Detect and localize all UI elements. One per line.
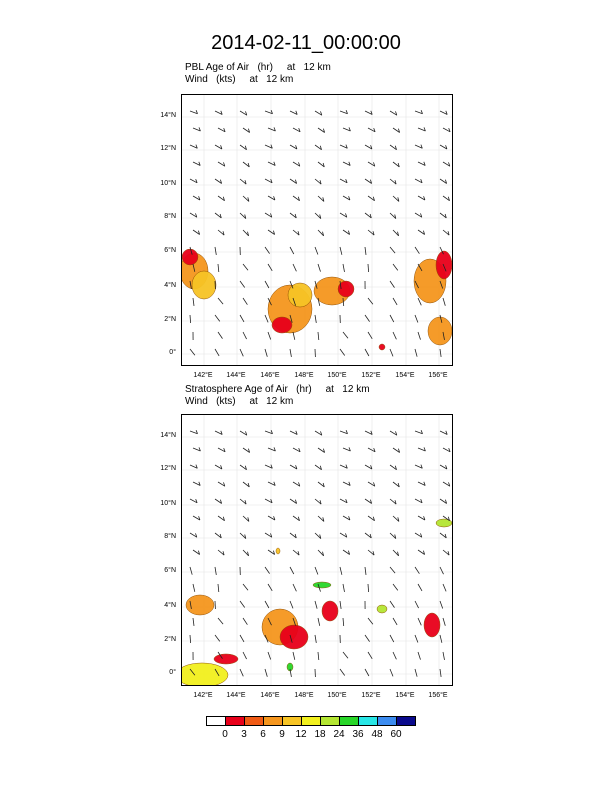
- stratosphere-age-map-canvas: [182, 415, 452, 685]
- lat-tick-label: 4°N: [164, 602, 176, 609]
- panel1-wind-label: Wind (kts) at 12 km: [185, 74, 294, 85]
- wind-barb: [218, 298, 223, 304]
- wind-barb: [418, 652, 421, 660]
- lat-tick-label: 2°N: [164, 316, 176, 323]
- wind-barb: [190, 315, 191, 323]
- lon-tick-label: 154°E: [395, 692, 415, 699]
- wind-barb: [240, 669, 243, 676]
- legend-swatch: [207, 717, 226, 725]
- wind-barb: [390, 281, 395, 288]
- wind-barb: [315, 635, 316, 643]
- wind-barb: [290, 247, 294, 254]
- wind-barb: [243, 264, 248, 270]
- legend-label: 48: [371, 729, 383, 740]
- wind-barb: [415, 349, 417, 357]
- wind-barb: [443, 652, 445, 660]
- wind-barb: [190, 635, 191, 643]
- wind-barb: [268, 584, 272, 591]
- wind-barb: [268, 332, 271, 340]
- wind-barb: [440, 601, 443, 609]
- legend-swatch: [283, 717, 302, 725]
- wind-barb: [443, 298, 445, 306]
- wind-barb: [190, 349, 195, 355]
- wind-barb: [365, 635, 370, 642]
- lon-tick-label: 154°E: [395, 372, 415, 379]
- wind-barb: [440, 635, 442, 643]
- map-title: 2014-02-11_00:00:00: [211, 32, 401, 54]
- legend-swatch: [264, 717, 283, 725]
- lat-tick-label: 14°N: [160, 112, 176, 119]
- wind-barb: [218, 332, 223, 339]
- wind-barb: [415, 635, 418, 643]
- wind-barb: [240, 349, 243, 356]
- strat-age-patch: [214, 654, 238, 664]
- wind-barb: [368, 332, 372, 339]
- wind-barb: [265, 669, 267, 677]
- wind-barb: [240, 281, 245, 288]
- wind-barb: [440, 567, 444, 574]
- wind-barb: [243, 584, 248, 590]
- wind-barb: [343, 652, 348, 658]
- lat-tick-label: 8°N: [164, 533, 176, 540]
- wind-barb: [218, 264, 219, 272]
- wind-barb: [318, 652, 319, 660]
- wind-barb: [365, 315, 370, 322]
- lat-tick-label: 0°: [169, 669, 176, 676]
- lon-tick-label: 144°E: [226, 372, 246, 379]
- wind-barb: [193, 298, 194, 306]
- wind-barb: [368, 652, 372, 659]
- wind-barb: [265, 247, 270, 254]
- lat-tick-label: 6°N: [164, 247, 176, 254]
- wind-barb: [343, 584, 345, 592]
- lon-tick-label: 146°E: [260, 692, 280, 699]
- wind-barb: [293, 652, 295, 660]
- wind-barb: [265, 567, 270, 574]
- pbl-age-map: [181, 94, 453, 366]
- lon-tick-label: 156°E: [428, 372, 448, 379]
- wind-barb: [215, 247, 216, 255]
- wind-barb: [343, 332, 348, 338]
- wind-barb: [415, 247, 419, 254]
- legend-swatch: [302, 717, 321, 725]
- color-legend-bar: [206, 716, 416, 726]
- wind-barb: [293, 584, 296, 591]
- wind-barb: [368, 584, 369, 592]
- wind-barb: [340, 247, 342, 255]
- wind-barb: [218, 618, 223, 624]
- wind-barb: [268, 652, 271, 660]
- wind-barb: [365, 669, 369, 676]
- wind-barb: [315, 315, 316, 323]
- wind-barb: [215, 567, 216, 575]
- wind-barb: [290, 349, 291, 357]
- lat-tick-label: 12°N: [160, 465, 176, 472]
- wind-barb: [415, 315, 418, 323]
- wind-barb: [343, 264, 345, 272]
- wind-barb: [393, 264, 398, 270]
- legend-swatch: [226, 717, 245, 725]
- wind-barb: [293, 332, 295, 340]
- pbl-age-patch: [272, 317, 292, 333]
- legend-label: 0: [222, 729, 228, 740]
- wind-barb: [190, 567, 192, 575]
- wind-barb: [365, 349, 369, 356]
- lon-tick-label: 156°E: [428, 692, 448, 699]
- wind-barb: [443, 618, 445, 626]
- lat-tick-label: 2°N: [164, 636, 176, 643]
- panel2-wind-label: Wind (kts) at 12 km: [185, 396, 294, 407]
- strat-age-patch: [322, 601, 338, 621]
- wind-barb: [218, 584, 219, 592]
- wind-barb: [215, 315, 220, 321]
- legend-swatch: [321, 717, 340, 725]
- wind-barb: [243, 618, 247, 625]
- legend-label: 3: [241, 729, 247, 740]
- panel1-field-label: PBL Age of Air (hr) at 12 km: [185, 62, 331, 73]
- wind-barb: [343, 618, 344, 626]
- wind-barb: [418, 618, 421, 625]
- lon-tick-label: 142°E: [193, 692, 213, 699]
- lat-tick-label: 8°N: [164, 213, 176, 220]
- wind-barb: [268, 264, 272, 271]
- lon-tick-label: 146°E: [260, 372, 280, 379]
- strat-age-patch: [182, 663, 228, 685]
- wind-barb: [315, 567, 318, 575]
- legend-label: 9: [279, 729, 285, 740]
- strat-age-patch: [280, 625, 308, 649]
- legend-label: 18: [314, 729, 326, 740]
- lat-tick-label: 10°N: [160, 180, 176, 187]
- pbl-age-patch: [192, 271, 216, 299]
- lon-tick-label: 152°E: [361, 692, 381, 699]
- wind-barb: [393, 584, 398, 590]
- pbl-age-patch: [428, 317, 452, 345]
- legend-swatch: [378, 717, 397, 725]
- wind-barb: [393, 298, 397, 305]
- wind-barb: [315, 247, 318, 255]
- legend-label: 12: [295, 729, 307, 740]
- lon-tick-label: 150°E: [327, 372, 347, 379]
- strat-age-patch: [313, 582, 331, 588]
- wind-barb: [443, 584, 446, 591]
- wind-barb: [393, 332, 396, 339]
- wind-barb: [318, 332, 319, 340]
- legend-swatch: [397, 717, 415, 725]
- wind-barb: [240, 601, 245, 608]
- legend-label: 24: [333, 729, 345, 740]
- strat-age-patch: [186, 595, 214, 615]
- legend-label: 36: [352, 729, 364, 740]
- pbl-age-map-canvas: [182, 95, 452, 365]
- wind-barb: [393, 618, 397, 625]
- strat-age-patch: [424, 613, 440, 637]
- wind-barb: [293, 264, 296, 271]
- wind-barb: [390, 669, 393, 676]
- wind-barb: [415, 669, 417, 677]
- legend-label: 6: [260, 729, 266, 740]
- wind-barb: [340, 567, 342, 575]
- wind-barb: [215, 349, 219, 356]
- legend-swatch: [245, 717, 264, 725]
- wind-barb: [440, 669, 441, 677]
- wind-barb: [290, 567, 294, 574]
- wind-barb: [365, 247, 366, 255]
- panel2-field-label: Stratosphere Age of Air (hr) at 12 km: [185, 384, 370, 395]
- wind-barb: [440, 349, 441, 357]
- lat-tick-label: 12°N: [160, 145, 176, 152]
- wind-barb: [393, 652, 396, 659]
- pbl-age-patch: [436, 251, 452, 279]
- lat-tick-label: 0°: [169, 349, 176, 356]
- wind-barb: [390, 601, 395, 608]
- strat-age-patch: [377, 605, 387, 613]
- legend-swatch: [340, 717, 359, 725]
- wind-barb: [418, 332, 421, 340]
- legend-label: 60: [390, 729, 402, 740]
- lat-tick-label: 14°N: [160, 432, 176, 439]
- wind-barb: [243, 332, 247, 339]
- pbl-age-patch: [379, 344, 385, 350]
- wind-barb: [193, 584, 195, 592]
- lon-tick-label: 144°E: [226, 692, 246, 699]
- lon-tick-label: 150°E: [327, 692, 347, 699]
- lon-tick-label: 152°E: [361, 372, 381, 379]
- lat-tick-label: 4°N: [164, 282, 176, 289]
- wind-barb: [418, 584, 422, 591]
- wind-barb: [243, 652, 247, 659]
- wind-barb: [265, 349, 267, 357]
- wind-barb: [365, 567, 366, 575]
- strat-age-patch: [276, 548, 280, 554]
- lat-tick-label: 10°N: [160, 500, 176, 507]
- wind-barb: [340, 349, 345, 356]
- wind-barb: [315, 601, 317, 609]
- pbl-age-patch: [288, 283, 312, 307]
- stratosphere-age-map: [181, 414, 453, 686]
- pbl-age-patch: [182, 249, 198, 265]
- wind-barb: [318, 618, 320, 626]
- wind-barb: [215, 635, 220, 641]
- wind-barb: [390, 349, 393, 356]
- wind-barb: [318, 264, 321, 272]
- wind-barb: [415, 567, 419, 574]
- lat-tick-label: 6°N: [164, 567, 176, 574]
- wind-barb: [193, 618, 194, 626]
- wind-barb: [243, 298, 247, 305]
- lon-tick-label: 148°E: [294, 372, 314, 379]
- legend-swatch: [359, 717, 378, 725]
- lon-tick-label: 142°E: [193, 372, 213, 379]
- wind-barb: [340, 669, 345, 676]
- lon-tick-label: 148°E: [294, 692, 314, 699]
- wind-barb: [368, 264, 369, 272]
- wind-barb: [340, 601, 341, 609]
